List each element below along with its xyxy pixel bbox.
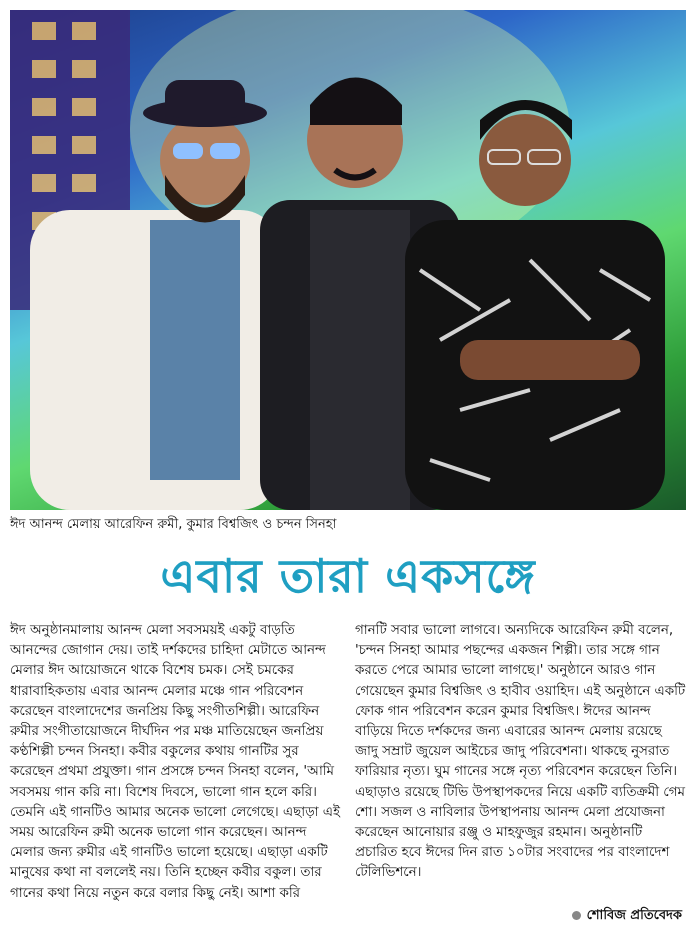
photo-caption: ঈদ আনন্দ মেলায় আরেফিন রুমী, কুমার বিশ্বজিৎ ও চন্দন সিনহা: [10, 517, 337, 532]
article-photo: [10, 10, 686, 510]
headline: এবার তারা একসঙ্গে: [160, 549, 536, 603]
byline: [572, 906, 682, 927]
article-text-right: গানটি সবার ভালো লাগবে। অন্যদিকে আরেফিন রুমী বলেন, 'চন্দন সিনহা আমার পছন্দের একজন শিল্পী। তার সঙ্গে গান করতে পেরে আমার ভালো লাগছে।' অনুষ্ঠানে আরও গান গেয়েছেন কুমার বিশ্বজিৎ ও হাবীব ওয়াহিদ। এই অনুষ্ঠানে একটি ফোক গান পরিবেশন করেন কুমার বিশ্বজিৎ। ঈদের আনন্দ বাড়িয়ে দিতে দর্শকদের জন্য এবারের আনন্দ মেলায় রয়েছে জাদু সম্রাট জুয়েল আইচের জাদু পরিবেশনা। থাকছে নুসরাত ফারিয়ার নৃত্য। ঘুম গানের সঙ্গে নৃত্য পরিবেশন করেছেন তিনি। এছাড়াও রয়েছে টিভি উপস্থাপকদের নিয়ে একটি ব্যতিক্রমী গেম শো। সজল ও নাবিলার উপস্থাপনায় আনন্দ মেলা প্রযোজনা করেছেন আনোয়ার রঞ্জু ও মাহফুজুর রহমান। অনুষ্ঠানটি প্রচারিত হবে ঈদের দিন রাত ১০টার সংবাদের পর বাংলাদেশ টেলিভিশনে।: [355, 623, 686, 881]
article-column-right: [355, 621, 687, 884]
stage-photo-illustration: [10, 10, 686, 510]
byline-text: শোবিজ প্রতিবেদক: [586, 908, 682, 923]
bullet-icon: [572, 911, 581, 920]
article-column-left: [10, 621, 342, 904]
article-text-left: ঈদ অনুষ্ঠানমালায় আনন্দ মেলা সবসময়ই একটু বাড়তি আনন্দের জোগান দেয়। তাই দর্শকদের চাহিদা মেটাতে আনন্দ মেলার ঈদ আয়োজনে থাকে বিশেষ চমক। সেই চমকের ধারাবাহিকতায় এবার আনন্দ মেলার মঞ্চে গান পরিবেশন করেছেন বাংলাদেশের জনপ্রিয় কিছু সংগীতশিল্পী। আরেফিন রুমীর সংগীতায়োজনে দীর্ঘদিন পর মঞ্চ মাতিয়েছেন জনপ্রিয় কণ্ঠশিল্পী চন্দন সিনহা। কবীর বকুলের কথায় গানটির সুর করেছেন প্রথমা প্রযুক্তা। গান প্রসঙ্গে চন্দন সিনহা বলেন, 'আমি সবসময় গান করি না। বিশেষ দিবসে, ভালো গান হলে করি। তেমনি এই গানটিও আমার অনেক ভালো লেগেছে। এছাড়া এই সময় আরেফিন রুমী অনেক ভালো গান করেছেন। আনন্দ মেলার জন্য রুমীর এই গানটিও ভালো হয়েছে। এছাড়া একটি মানুষের কথা না বললেই নয়। তিনি হচ্ছেন কবীর বকুল। তার গানের কথা নিয়ে নতুন করে বলার কিছু নেই। আশা করি: [10, 623, 340, 901]
